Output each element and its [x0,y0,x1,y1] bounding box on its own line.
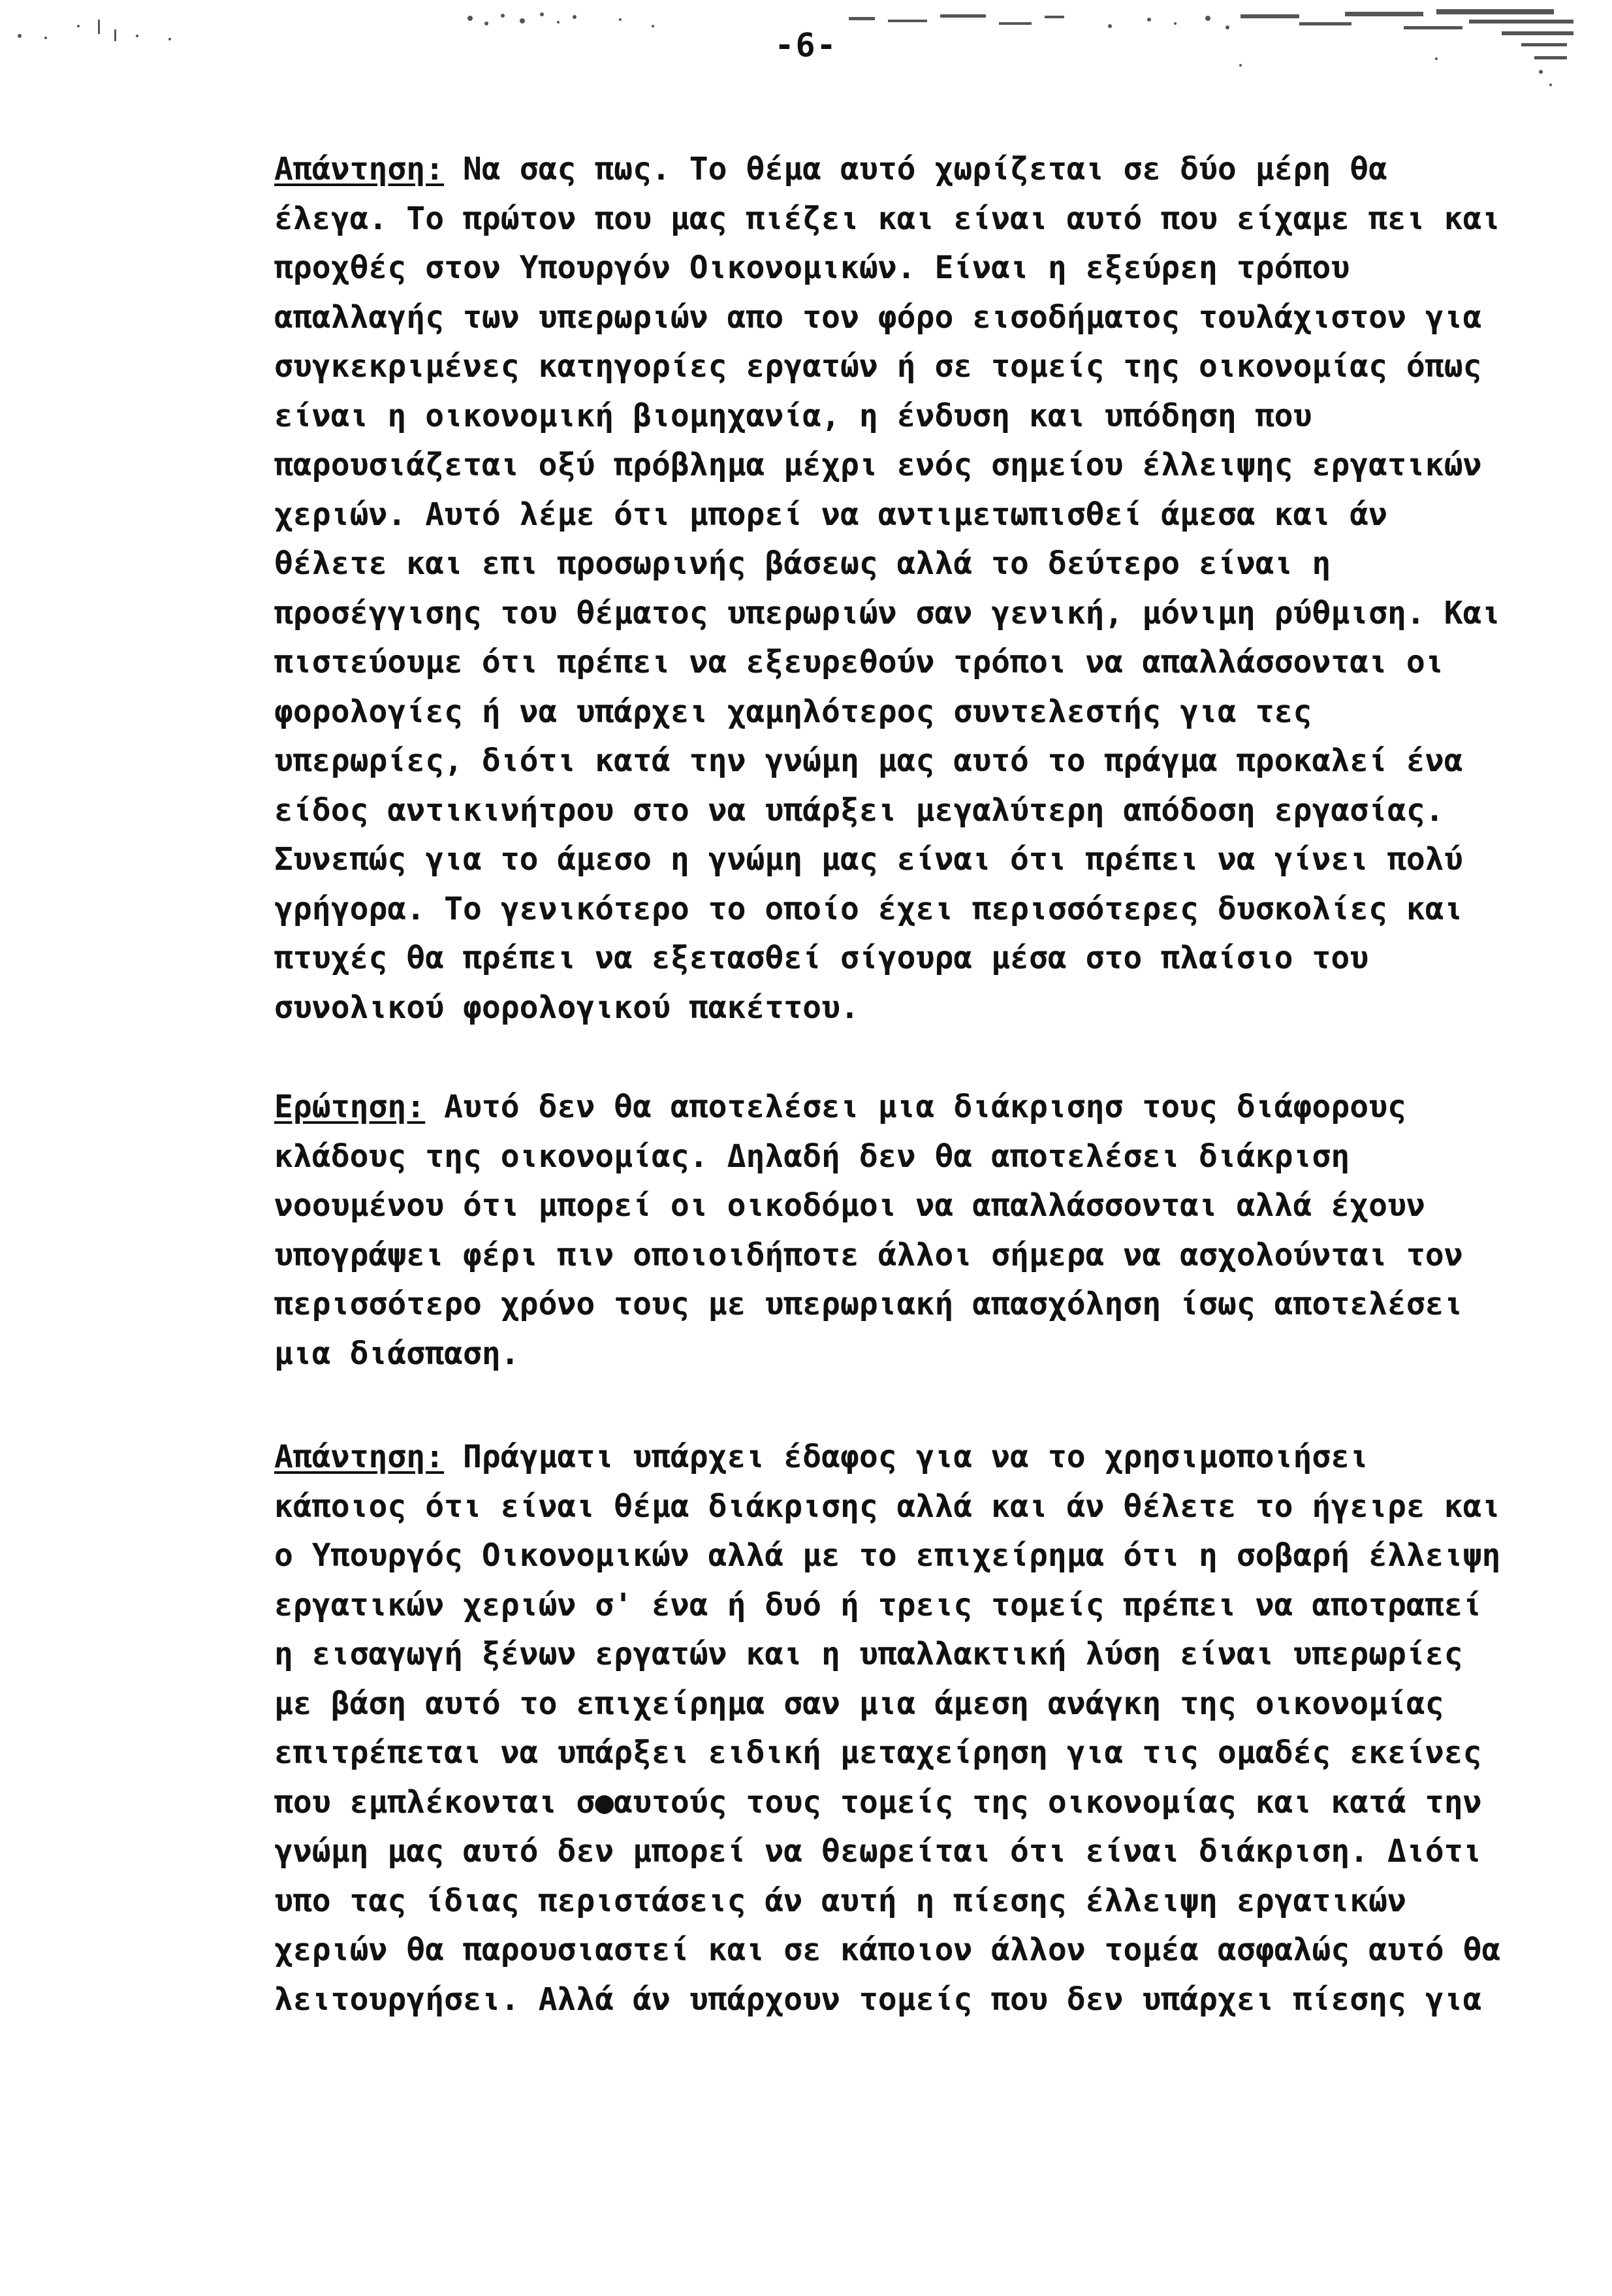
text-line: υπερωρίες, διότι κατά την γνώμη μας αυτό το πράγμα προκαλεί ένα [274,742,1463,779]
text-line: που εμπλέκονται σ●αυτούς τους τομείς της οικονομίας και κατά την [274,1783,1482,1821]
text-line: υπογράψει φέρι πιν οποιοιδήποτε άλλοι σήμερα να ασχολούνται τον [274,1236,1463,1273]
text-line: είδος αντικινήτρου στο να υπάρξει μεγαλύτερη απόδοση εργασίας. [274,791,1444,829]
speaker-label: Απάντηση: [274,151,445,187]
text-line: προχθές στον Υπουργόν Οικονομικών. Είναι η εξεύρεη τρόπου [274,249,1350,286]
speaker-label: Ερώτηση: [274,1089,426,1125]
text-line: θέλετε και επι προσωρινής βάσεως αλλά το δεύτερο είναι η [274,545,1331,582]
text-line: φορολογίες ή να υπάρχει χαμηλότερος συντελεστής για τες [274,693,1312,730]
text-line: είναι η οικονομική βιομηχανία, η ένδυση και υπόδηση που [274,397,1312,434]
text-line: γρήγορα. Το γενικότερο το οποίο έχει περισσότερες δυσκολίες και [274,890,1463,927]
question-paragraph [274,1083,1463,1379]
text-line: η εισαγωγή ξένων εργατών και η υπαλλακτική λύση είναι υπερωρίες [274,1636,1463,1672]
text-line: παρουσιάζεται οξύ πρόβλημα μέχρι ενός σημείου έλλειψης εργατικών [274,447,1482,483]
text-line: προσέγγισης του θέματος υπερωριών σαν γενική, μόνιμη ρύθμιση. Και [274,594,1501,631]
text-line: επιτρέπεται να υπάρξει ειδική μεταχείρηση για τις ομαδές εκείνες [274,1734,1482,1771]
text-line: συνολικού φορολογικού πακέττου. [274,989,859,1026]
text-line: συγκεκριμένες κατηγορίες εργατών ή σε τομείς της οικονομίας όπως [274,348,1482,385]
text-line: έλεγα. Το πρώτον που μας πιέζει και είναι αυτό που είχαμε πει και [274,200,1501,237]
text-line: Απάντηση: Να σας πως. Το θέμα αυτό χωρίζεται σε δύο μέρη θα [274,151,1388,187]
text-line: λειτουργήσει. Αλλά άν υπάρχουν τομείς που δεν υπάρχει πίεσης για [274,1981,1482,2018]
text-line: χεριών. Αυτό λέμε ότι μπορεί να αντιμετωπισθεί άμεσα και άν [274,496,1388,533]
text-line: μια διάσπαση. [274,1335,520,1372]
text-line: ο Υπουργός Οικονομικών αλλά με το επιχείρημα ότι η σοβαρή έλλειψη [274,1537,1501,1574]
text-line: με βάση αυτό το επιχείρημα σαν μια άμεση ανάγκη της οικονομίας [274,1685,1444,1722]
text-line: κλάδους της οικονομίας. Δηλαδή δεν θα αποτελέσει διάκριση [274,1138,1350,1175]
text-line: γνώμη μας αυτό δεν μπορεί να θεωρείται ότι είναι διάκριση. Διότι [274,1833,1482,1870]
text-line: Ερώτηση: Αυτό δεν θα αποτελέσει μια διάκρισησ τους διάφορους [274,1089,1406,1125]
text-line: νοουμένου ότι μπορεί οι οικοδόμοι να απαλλάσσονται αλλά έχουν [274,1187,1425,1224]
text-line: πτυχές θα πρέπει να εξετασθεί σίγουρα μέσα στο πλαίσιο του [274,940,1369,976]
text-line: Συνεπώς για το άμεσο η γνώμη μας είναι ότι πρέπει να γίνει πολύ [274,841,1463,878]
text-line: κάποιος ότι είναι θέμα διάκρισης αλλά και άν θέλετε το ήγειρε και [274,1488,1501,1525]
text-line: πιστεύουμε ότι πρέπει να εξευρεθούν τρόποι να απαλλάσσονται οι [274,644,1444,680]
page-number: -6- [774,26,838,64]
answer-paragraph-2 [274,1433,1501,2024]
text-line: χεριών θα παρουσιαστεί και σε κάποιον άλλον τομέα ασφαλώς αυτό θα [274,1932,1501,1968]
text-line: απαλλαγής των υπερωριών απο τον φόρο εισοδήματος τουλάχιστον για [274,298,1482,336]
answer-paragraph-1 [274,145,1501,1032]
text-line: Απάντηση: Πράγματι υπάρχει έδαφος για να το χρησιμοποιήσει [274,1439,1369,1475]
text-line: περισσότερο χρόνο τους με υπερωριακή απασχόληση ίσως αποτελέσει [274,1286,1463,1322]
text-line: υπο τας ίδιας περιστάσεις άν αυτή η πίεσης έλλειψη εργατικών [274,1882,1406,1919]
speaker-label: Απάντηση: [274,1439,445,1475]
text-line: εργατικών χεριών σ' ένα ή δυό ή τρεις τομείς πρέπει να αποτραπεί [274,1586,1482,1623]
